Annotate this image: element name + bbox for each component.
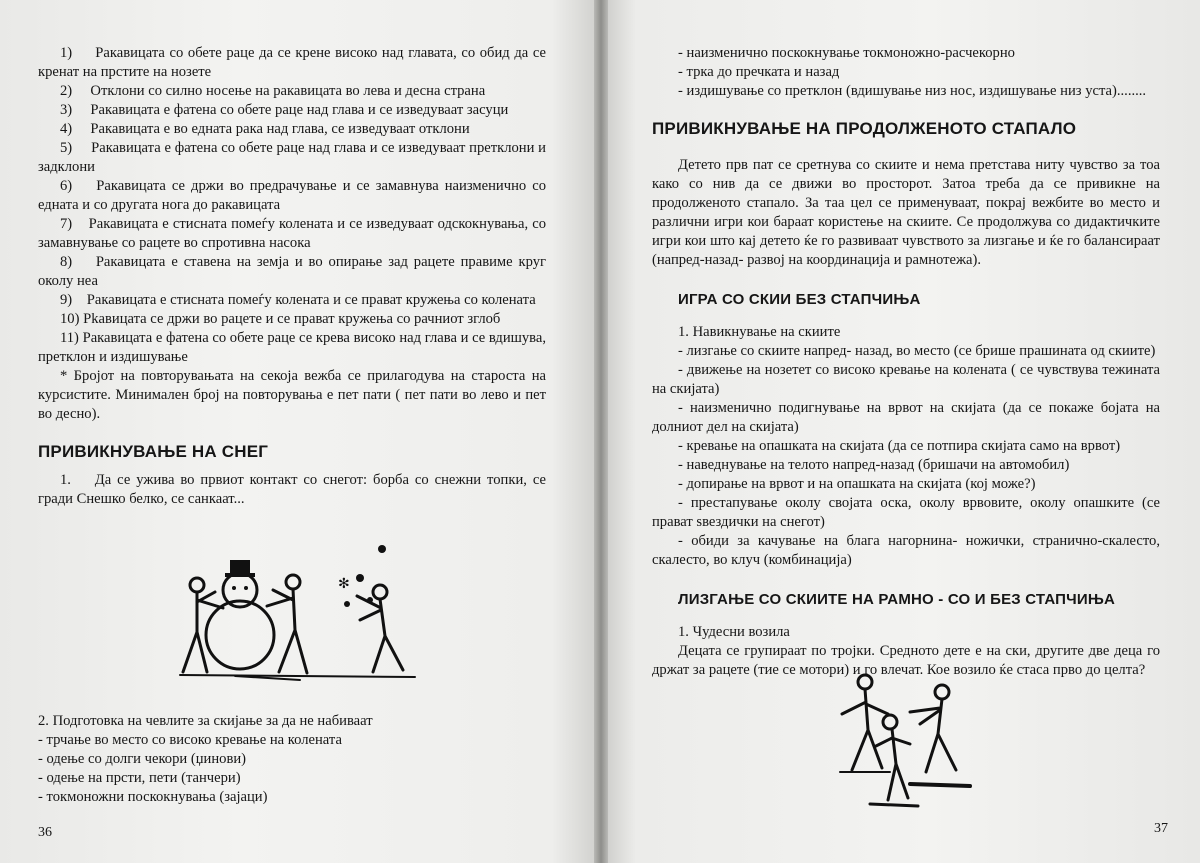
- right-page: [600, 0, 1200, 863]
- repetition-note: * Бројот на повторувањата на секоја вежба се прилагодува на староста на курсистите. Минимален број на повторувања е пет пати ( пет пати во лево и пет во десно).: [38, 368, 546, 422]
- list-item: 1) Ракавицата со обете раце да се крене високо над главата, со обид да се кренат на прстите на нозете: [38, 45, 546, 80]
- list-item: 4) Ракавицата е во едната рака над глава, се изведуваат отклони: [60, 121, 470, 137]
- section-heading: ПРИВИКНУВАЊЕ НА ПРОДОЛЖЕНОТО СТАПАЛО: [652, 119, 1077, 138]
- subsection-title: 1. Навикнување на скиите: [678, 324, 841, 340]
- subsection-title: 1. Чудесни возила: [678, 624, 790, 640]
- list-item: 9) Ракавицата е стисната помеѓу колената и се прават кружења со колената: [60, 292, 536, 308]
- left-page-text: [38, 44, 546, 509]
- list-item: - кревање на опашката на скијата (да се потпира скијата само на врвот): [678, 438, 1121, 454]
- right-page-text: [652, 44, 1160, 680]
- list-item: 10) Рkавицата се држи во рацете и се прават кружења со рачниот зглоб: [60, 311, 501, 327]
- book-gutter: [594, 0, 608, 863]
- intro-paragraph: Детето прв пат се сретнува со скиите и нема претстава ниту чувство за тоа како со нив да се движи во просторот. Затоа треба да се привикне на продолженото стапало. За таа цел се применуваат, покрај вежбите во место и различни игри кои бараат користење на скиите. Се продолжува со дидактичките игри кои што кај детето ќе го развиваат чувството за лизгање и ќе го балансираат (напред-назад- развој на координација и рамнотежа).: [652, 157, 1160, 268]
- list-item: - наведнување на телото напред-назад (бришачи на автомобил): [678, 457, 1070, 473]
- list-item: - токмоножни поскокнувања (зајаци): [38, 789, 268, 805]
- list-item: 5) Ракавицата е фатена со обете раце над глава и се изведуваат претклони и задклони: [38, 140, 546, 175]
- svg-text:✻: ✻: [338, 576, 350, 592]
- vehicles-paragraph: Децата се групираат по тројки. Средното дете е на ски, другите две деца го држат за рацете (тие се мотори) и го влечат. Кое возило ќе стаса прво до целта?: [652, 643, 1160, 678]
- page-number: 36: [38, 825, 52, 840]
- list-item: 7) Ракавицата е стисната помеѓу колената и се изведуваат одскокнувања, со замавнување со рацете во спротивна насока: [38, 216, 546, 251]
- list-item: 8) Ракавицата е ставена на земја и во опирање зад рацете правиме круг околу неа: [38, 254, 546, 289]
- list-item: 6) Ракавицата се држи во предрачување и се замавнува наизменично со едната и со другата нога до ракавицата: [38, 178, 546, 213]
- list-item: - одење на прсти, пети (танчери): [38, 770, 241, 786]
- ski-kids-illustration: [830, 672, 990, 812]
- section-heading: ПРИВИКНУВАЊЕ НА СНЕГ: [38, 442, 269, 461]
- boots-point: 2. Подготовка на чевлите за скијање за да не набиваат: [38, 713, 373, 729]
- list-item: - трчање во место со високо кревање на колената: [38, 732, 342, 748]
- section-heading: ЛИЗГАЊЕ СО СКИИТЕ НА РАМНО - СО И БЕЗ СТАПЧИЊА: [678, 591, 1116, 608]
- snow-point: 1. Да се ужива во првиот контакт со снегот: борба со снежни топки, се гради Снешко белко, се санкаат...: [38, 472, 546, 507]
- boots-section: [38, 712, 546, 807]
- list-item: 11) Ракавицата е фатена со обете раце се крева високо над глава и се вдишува, претклон и издишување: [38, 330, 546, 365]
- list-item: - издишување со претклон (вдишување низ нос, издишување низ уста)........: [678, 83, 1147, 99]
- list-item: - наизменично поскокнување токмоножно-расчекорно: [678, 45, 1015, 61]
- list-item: - допирање на врвот и на опашката на скијата (кој може?): [678, 476, 1036, 492]
- list-item: - наизменично подигнување на врвот на скијата (да се покаже бојата на долниот дел на скијата): [652, 400, 1160, 435]
- list-item: - лизгање со скиите напред- назад, во место (се брише прашината од скиите): [678, 343, 1156, 359]
- list-item: - одење со долги чекори (џинови): [38, 751, 247, 767]
- list-item: - движење на нозетет со високо кревање на колената ( се чувствува тежината на скијата): [652, 362, 1160, 397]
- section-heading: ИГРА СО СКИИ БЕЗ СТАПЧИЊА: [678, 291, 921, 308]
- list-item: - престапување околу својата оска, околу врвовите, околу опашките (се прават ѕвездички на снегот): [652, 495, 1160, 530]
- snowman-illustration: [175, 540, 425, 685]
- list-item: 3) Ракавицата е фатена со обете раце над глава и се изведуваат засуци: [60, 102, 509, 118]
- list-item: - обиди за качување на блага нагорнина- ножички, странично-скалесто, скалесто, во клуч (комбинација): [652, 533, 1160, 568]
- page-number: 37: [1154, 821, 1168, 836]
- list-item: 2) Отклони со силно носење на ракавицата во лева и десна страна: [60, 83, 486, 99]
- list-item: - трка до пречката и назад: [678, 64, 840, 80]
